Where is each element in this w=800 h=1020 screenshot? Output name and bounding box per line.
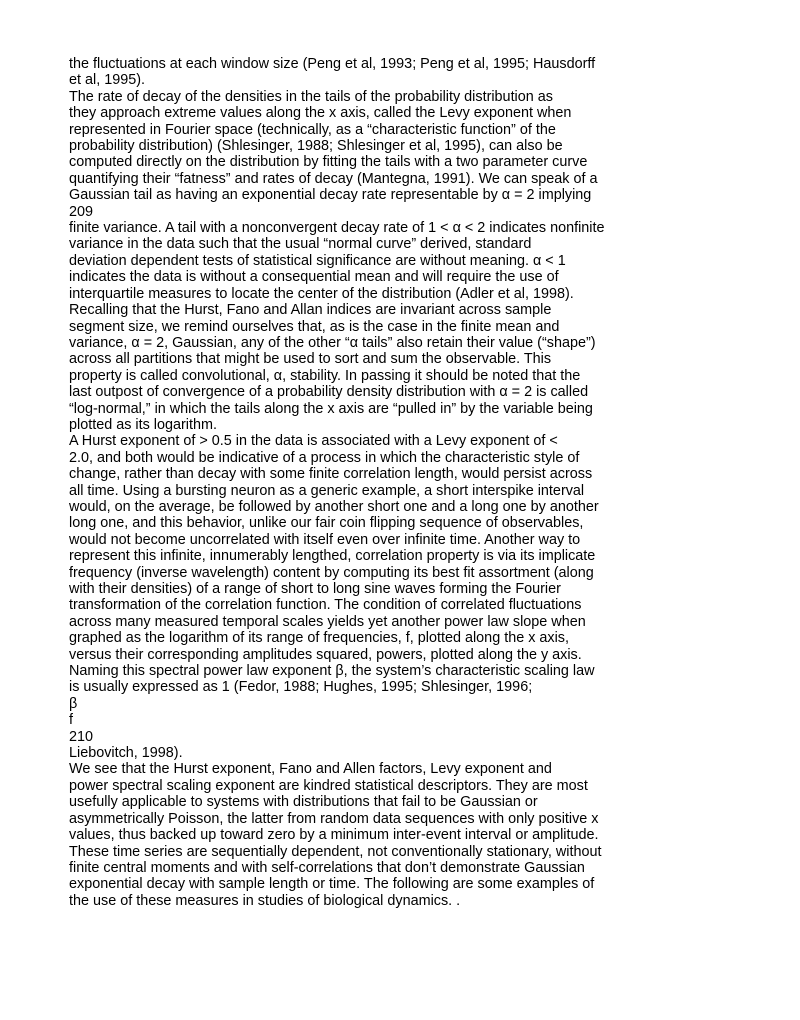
text-line: transformation of the correlation function. The condition of correlated fluctuations — [69, 597, 582, 614]
text-line: represented in Fourier space (technically, as a “characteristic function” of the — [69, 121, 556, 138]
text-line: power spectral scaling exponent are kindred statistical descriptors. They are most — [69, 777, 588, 794]
text-line: indicates the data is without a consequential mean and will require the use of — [69, 269, 559, 286]
text-line: represent this infinite, innumerably lengthed, correlation property is via its implicate — [69, 548, 596, 565]
text-line: interquartile measures to locate the center of the distribution (Adler et al, 1998). — [69, 285, 574, 302]
text-line: deviation dependent tests of statistical significance are without meaning. α < 1 — [69, 252, 566, 269]
text-line: last outpost of convergence of a probability density distribution with α = 2 is called — [69, 384, 589, 401]
text-line: would not become uncorrelated with itself even over infinite time. Another way to — [69, 531, 581, 548]
text-line: The rate of decay of the densities in the tails of the probability distribution as — [69, 88, 553, 105]
text-line: finite variance. A tail with a nonconvergent decay rate of 1 < α < 2 indicates nonfinite — [69, 220, 605, 237]
text-line: A Hurst exponent of > 0.5 in the data is associated with a Levy exponent of < — [69, 433, 558, 450]
page-number: 209 — [69, 203, 94, 220]
text-line: versus their corresponding amplitudes squared, powers, plotted along the y axis. — [69, 646, 582, 663]
text-line: probability distribution) (Shlesinger, 1988; Shlesinger et al, 1995), can also be — [69, 138, 563, 155]
formula-symbol-f: f — [69, 712, 73, 729]
text-line: These time series are sequentially dependent, not conventionally stationary, without — [69, 843, 602, 860]
text-line: with their densities) of a range of short to long sine waves forming the Fourier — [69, 581, 561, 597]
text-line: et al, 1995). — [69, 72, 146, 89]
text-line: the use of these measures in studies of biological dynamics. . — [69, 892, 461, 909]
text-line: they approach extreme values along the x axis, called the Levy exponent when — [69, 105, 572, 122]
text-line: is usually expressed as 1 (Fedor, 1988; Hughes, 1995; Shlesinger, 1996; — [69, 679, 533, 696]
text-line: We see that the Hurst exponent, Fano and Allen factors, Levy exponent and — [69, 761, 552, 778]
text-line: plotted as its logarithm. — [69, 416, 217, 433]
text-line: quantifying their “fatness” and rates of decay (Mantegna, 1991). We can speak of a — [69, 170, 598, 187]
text-line: long one, and this behavior, unlike our fair coin flipping sequence of observables, — [69, 515, 584, 532]
text-line: usefully applicable to systems with distributions that fail to be Gaussian or — [69, 794, 538, 811]
text-line: Naming this spectral power law exponent β, the system’s characteristic scaling law — [69, 663, 595, 680]
text-line: “log-normal,” in which the tails along the x axis are “pulled in” by the variable being — [69, 400, 593, 417]
text-line: finite central moments and with self-correlations that don’t demonstrate Gaussian — [69, 859, 585, 876]
text-line: would, on the average, be followed by another short one and a long one by another — [69, 498, 599, 515]
text-line: computed directly on the distribution by fitting the tails with a two parameter curve — [69, 154, 588, 171]
text-line: values, thus backed up toward zero by a minimum inter-event interval or amplitude. — [69, 827, 599, 844]
text-line: all time. Using a bursting neuron as a generic example, a short interspike interval — [69, 482, 585, 499]
text-line: across all partitions that might be used to sort and sum the observable. This — [69, 351, 552, 368]
text-line: graphed as the logarithm of its range of frequencies, f, plotted along the x axis, — [69, 630, 569, 647]
text-line: segment size, we remind ourselves that, as is the case in the finite mean and — [69, 318, 560, 335]
page-number: 210 — [69, 728, 94, 745]
document-page — [69, 56, 659, 909]
text-line: the fluctuations at each window size (Peng et al, 1993; Peng et al, 1995; Hausdorff — [69, 56, 596, 72]
text-line: Gaussian tail as having an exponential decay rate representable by α = 2 implying — [69, 187, 592, 204]
text-line: change, rather than decay with some finite correlation length, would persist across — [69, 466, 593, 483]
text-line: Liebovitch, 1998). — [69, 745, 183, 762]
text-line: variance, α = 2, Gaussian, any of the other “α tails” also retain their value (“shape”) — [69, 334, 596, 351]
text-line: across many measured temporal scales yields yet another power law slope when — [69, 613, 586, 630]
text-line: variance in the data such that the usual “normal curve” derived, standard — [69, 236, 532, 253]
text-line: exponential decay with sample length or time. The following are some examples of — [69, 876, 595, 893]
text-line: frequency (inverse wavelength) content by computing its best fit assortment (along — [69, 564, 594, 581]
text-line: Recalling that the Hurst, Fano and Allan indices are invariant across sample — [69, 302, 552, 319]
text-line: 2.0, and both would be indicative of a process in which the characteristic style of — [69, 449, 580, 466]
text-line: property is called convolutional, α, stability. In passing it should be noted that the — [69, 367, 581, 384]
text-line: asymmetrically Poisson, the latter from random data sequences with only positive x — [69, 810, 599, 827]
formula-symbol-beta: β — [69, 695, 78, 712]
